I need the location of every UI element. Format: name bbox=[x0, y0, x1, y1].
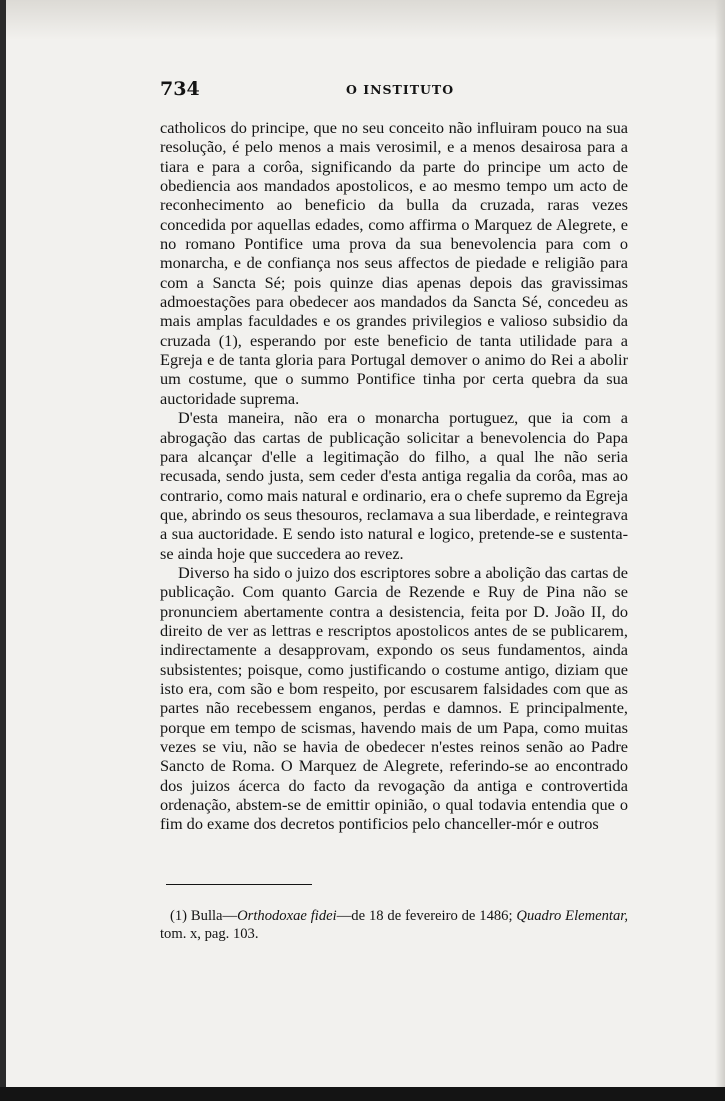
scan-shadow-right bbox=[715, 0, 725, 1101]
scan-edge-left bbox=[0, 0, 6, 1101]
paragraph-2: D'esta maneira, não era o monarcha portuguez, que ia com a abrogação das cartas de publicação solicitar a benevolencia do Papa para alcançar d'elle a legitimação do filho, a qual lhe não seria recusada, sendo justa, sem ceder d'esta antiga regalia da corôa, mas ao contrario, como mais natural e ordinario, era o chefe supremo da Egreja que, abrindo os seus thesouros, reclamava a sua liberdade, e reintegrava a sua auctoridade. E sendo isto natural e logico, pretende-se e sustenta-se ainda hoje que succedera ao revez. bbox=[160, 408, 628, 563]
footnote-marker: (1) bbox=[170, 908, 188, 924]
page-number: 734 bbox=[160, 78, 200, 100]
footnote bbox=[160, 907, 628, 943]
footnote-bull-title: Orthodoxae fidei bbox=[237, 908, 337, 924]
scan-shadow-top bbox=[0, 0, 725, 40]
running-title: O INSTITUTO bbox=[346, 82, 455, 97]
scan-edge-bottom bbox=[0, 1087, 725, 1101]
footnote-reference: tom. x, pag. 103. bbox=[160, 926, 259, 942]
paragraph-3: Diverso ha sido o juizo dos escriptores sobre a abolição das cartas de publicação. Com quanto Garcia de Rezende e Ruy de Pina não se pronunciem abertamente contra a desistencia, feita por D. João II, do direito de ver as lettras e rescriptos apostolicos antes de se publicarem, indirectamente a desapprovam, expondo os seus fundamentos, ainda subsistentes; poisque, como justificando o costume antigo, diziam que isto era, com são e bom respeito, por escusarem falsidades com que as partes não recebessem enganos, perdas e damnos. E principalmente, porque em tempo de scismas, havendo mais de um Papa, como muitas vezes se viu, não se havia de obedecer n'estes reinos senão ao Padre Sancto de Roma. O Marquez de Alegrete, referindo-se ao encontrado dos juizos ácerca do facto da revogação da antiga e controvertida ordenação, abstem-se de emittir opinião, o qual todavia entendia que o fim do exame dos decretos pontificios pelo chanceller-mór e outros bbox=[160, 562, 628, 834]
footnote-lead: Bulla— bbox=[190, 908, 238, 924]
paragraph-1: catholicos do principe, que no seu conceito não influiram pouco na sua resolução, é pelo menos a mais verosimil, e a menos desairosa para a tiara e para a corôa, significando da parte do principe um acto de obediencia aos mandados apostolicos, e ao mesmo tempo um acto de reconhecimento ao beneficio da bulla da cruzada, raras vezes concedida por aquellas edades, como affirma o Marquez de Alegrete, e no romano Pontifice uma prova da sua benevolencia para com o monarcha, e de confiança nos seus affectos de piedade e religião para com a Sancta Sé; pois quinze dias apenas depois das gravissimas admoestações para obedecer aos mandados da Sancta Sé, concedeu as mais amplas faculdades e os grandes privilegios e valioso subsidio da cruzada (1), esperando por este beneficio de tanta utilidade para a Egreja e de tanta gloria para Portugal demover o animo do Rei a abolir um costume, que o summo Pontifice tinha por certa quebra da sua auctoridade suprema. bbox=[160, 118, 628, 408]
footnote-date: —de 18 de fevereiro de 1486; bbox=[336, 908, 513, 924]
footnote-divider bbox=[166, 884, 312, 885]
footnote-source-title: Quadro Elementar, bbox=[516, 908, 628, 924]
page-header bbox=[160, 78, 628, 100]
body-text bbox=[160, 118, 628, 834]
